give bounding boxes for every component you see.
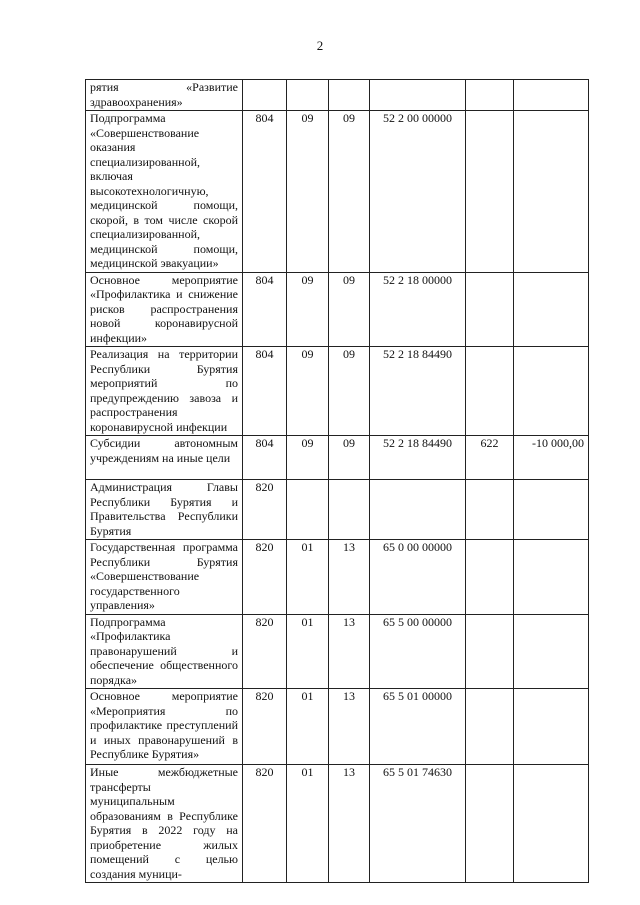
cell-name: Субсидии автономным учреждениям на иные цели bbox=[86, 436, 243, 480]
cell-name: Государственная программа Республики Бурятия «Совершенствование государственного управления» bbox=[86, 540, 243, 615]
cell-subsection: 13 bbox=[329, 540, 370, 615]
cell-section bbox=[287, 80, 329, 111]
cell-ministry: 820 bbox=[243, 540, 287, 615]
table-row bbox=[86, 111, 589, 273]
cell-subsection: 09 bbox=[329, 436, 370, 480]
cell-amount bbox=[514, 614, 589, 689]
cell-target-article: 65 0 00 00000 bbox=[370, 540, 466, 615]
cell-target-article: 52 2 18 84490 bbox=[370, 436, 466, 480]
table-row bbox=[86, 347, 589, 436]
cell-target-article: 52 2 18 84490 bbox=[370, 347, 466, 436]
cell-ministry: 804 bbox=[243, 111, 287, 273]
cell-ministry: 804 bbox=[243, 436, 287, 480]
cell-target-article: 52 2 18 00000 bbox=[370, 272, 466, 347]
cell-subsection: 09 bbox=[329, 272, 370, 347]
cell-amount bbox=[514, 480, 589, 540]
cell-target-article: 52 2 00 00000 bbox=[370, 111, 466, 273]
cell-ministry: 804 bbox=[243, 347, 287, 436]
budget-table bbox=[85, 79, 589, 883]
table-row bbox=[86, 480, 589, 540]
cell-ministry: 820 bbox=[243, 689, 287, 765]
cell-subsection: 13 bbox=[329, 614, 370, 689]
cell-name: Основное мероприятие «Мероприятия по профилактике преступлений и иных правонарушений в Республике Бурятия» bbox=[86, 689, 243, 765]
cell-subsection: 09 bbox=[329, 347, 370, 436]
cell-section: 09 bbox=[287, 272, 329, 347]
cell-ministry: 820 bbox=[243, 480, 287, 540]
cell-expense-type: 622 bbox=[466, 436, 514, 480]
cell-section: 01 bbox=[287, 540, 329, 615]
cell-expense-type bbox=[466, 272, 514, 347]
cell-name: Основное мероприятие «Профилактика и снижение рисков распространения новой коронавирусной инфекции» bbox=[86, 272, 243, 347]
cell-name: рятия «Развитие здравоохранения» bbox=[86, 80, 243, 111]
cell-expense-type bbox=[466, 111, 514, 273]
cell-expense-type bbox=[466, 347, 514, 436]
cell-amount bbox=[514, 689, 589, 765]
page-number: 2 bbox=[316, 38, 324, 53]
cell-subsection: 13 bbox=[329, 689, 370, 765]
table-body bbox=[86, 80, 589, 883]
cell-target-article: 65 5 00 00000 bbox=[370, 614, 466, 689]
cell-expense-type bbox=[466, 689, 514, 765]
cell-ministry: 820 bbox=[243, 765, 287, 883]
cell-expense-type bbox=[466, 480, 514, 540]
cell-target-article bbox=[370, 80, 466, 111]
cell-subsection bbox=[329, 480, 370, 540]
table-row bbox=[86, 272, 589, 347]
cell-section: 01 bbox=[287, 689, 329, 765]
cell-amount: -10 000,00 bbox=[514, 436, 589, 480]
cell-amount bbox=[514, 272, 589, 347]
cell-section: 09 bbox=[287, 347, 329, 436]
cell-target-article bbox=[370, 480, 466, 540]
cell-subsection: 13 bbox=[329, 765, 370, 883]
cell-ministry bbox=[243, 80, 287, 111]
cell-ministry: 804 bbox=[243, 272, 287, 347]
cell-subsection: 09 bbox=[329, 111, 370, 273]
table-row bbox=[86, 436, 589, 480]
cell-name: Подпрограмма «Профилактика правонарушений и обеспечение общественного порядка» bbox=[86, 614, 243, 689]
cell-amount bbox=[514, 111, 589, 273]
table-row bbox=[86, 765, 589, 883]
cell-ministry: 820 bbox=[243, 614, 287, 689]
cell-target-article: 65 5 01 74630 bbox=[370, 765, 466, 883]
cell-expense-type bbox=[466, 80, 514, 111]
cell-amount bbox=[514, 347, 589, 436]
cell-name: Иные межбюджетные трансферты муниципальным образованиям в Республике Бурятия в 2022 году на приобретение жилых помещений с целью создания муници- bbox=[86, 765, 243, 883]
cell-section: 09 bbox=[287, 111, 329, 273]
table-row bbox=[86, 80, 589, 111]
cell-section bbox=[287, 480, 329, 540]
cell-subsection bbox=[329, 80, 370, 111]
cell-amount bbox=[514, 765, 589, 883]
table-row bbox=[86, 689, 589, 765]
cell-name: Администрация Главы Республики Бурятия и Правительства Республики Бурятия bbox=[86, 480, 243, 540]
cell-expense-type bbox=[466, 540, 514, 615]
cell-target-article: 65 5 01 00000 bbox=[370, 689, 466, 765]
cell-expense-type bbox=[466, 765, 514, 883]
cell-amount bbox=[514, 540, 589, 615]
cell-section: 09 bbox=[287, 436, 329, 480]
cell-name: Подпрограмма «Совершенствование оказания специализированной, включая высокотехнологичную, медицинской помощи, скорой, в том числе скорой специализированной, медицинской помощи, медицинской эвакуации» bbox=[86, 111, 243, 273]
cell-expense-type bbox=[466, 614, 514, 689]
table-row bbox=[86, 540, 589, 615]
cell-section: 01 bbox=[287, 614, 329, 689]
cell-name: Реализация на территории Республики Бурятия мероприятий по предупреждению завоза и распространения коронавирусной инфекции bbox=[86, 347, 243, 436]
cell-amount bbox=[514, 80, 589, 111]
cell-section: 01 bbox=[287, 765, 329, 883]
table-row bbox=[86, 614, 589, 689]
